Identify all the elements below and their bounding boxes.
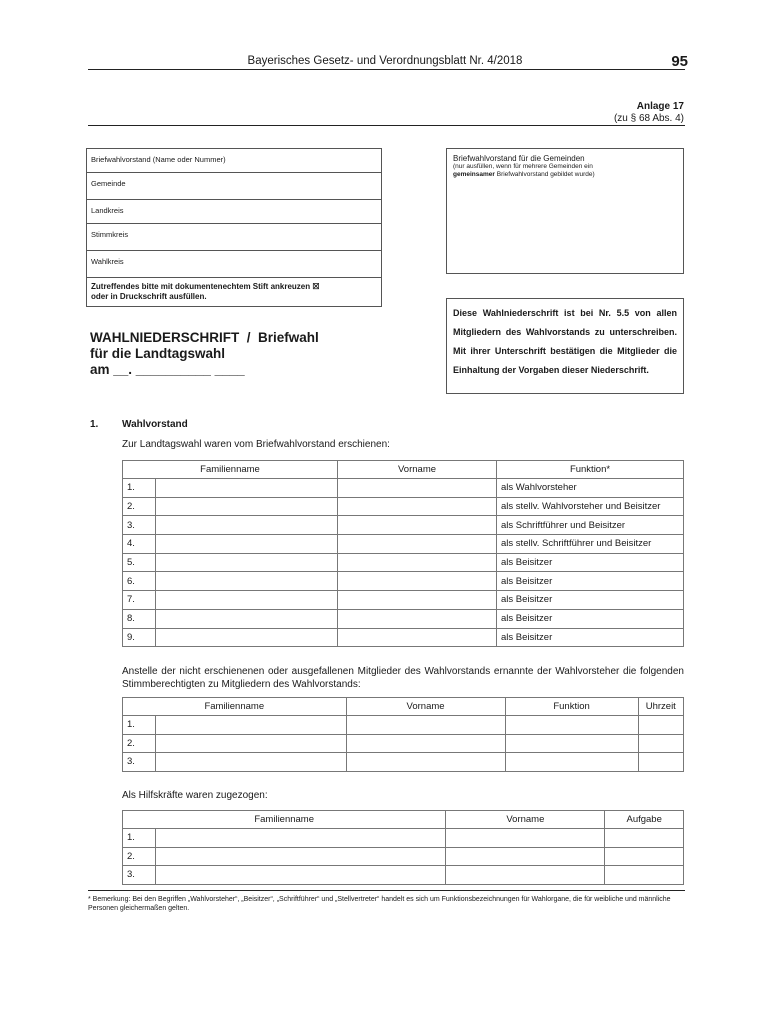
col-aufgabe: Aufgabe	[605, 811, 684, 829]
familienname-cell[interactable]	[156, 753, 347, 772]
document-title	[90, 330, 319, 378]
field-briefwahlvorstand[interactable]: Briefwahlvorstand (Name oder Nummer)	[87, 149, 381, 173]
section-rule	[88, 125, 685, 126]
vorname-cell[interactable]	[346, 734, 505, 753]
funktion-cell[interactable]	[505, 716, 638, 735]
row-number: 2.	[123, 734, 156, 753]
fill-instruction	[87, 278, 381, 306]
vorname-cell[interactable]	[338, 479, 497, 498]
signature-notice: Diese Wahlniederschrift ist bei Nr. 5.5 von allen Mitgliedern des Wahlvorstands zu unterschreiben. Mit ihrer Unterschrift bestätigen die Mitglieder die Einhaltung der Vorgaben dieser Niederschrift.	[446, 298, 684, 394]
familienname-cell[interactable]	[156, 497, 338, 516]
field-wahlkreis[interactable]: Wahlkreis	[87, 251, 381, 278]
table-header-row	[123, 698, 684, 716]
helpers-intro: Als Hilfskräfte waren zugezogen:	[122, 790, 268, 801]
election-info-box	[86, 148, 382, 307]
col-funktion: Funktion	[505, 698, 638, 716]
table-row	[123, 628, 684, 647]
table-header-row	[123, 811, 684, 829]
row-number: 3.	[123, 866, 156, 885]
row-number: 3.	[123, 753, 156, 772]
table-row	[123, 479, 684, 498]
funktion-cell: als Beisitzer	[497, 609, 684, 628]
aufgabe-cell[interactable]	[605, 847, 684, 866]
vorname-cell[interactable]	[338, 628, 497, 647]
board-members-table	[122, 460, 684, 647]
funktion-cell: als Wahlvorsteher	[497, 479, 684, 498]
footnote-rule	[88, 890, 685, 891]
vorname-cell[interactable]	[338, 572, 497, 591]
table-header-row	[123, 461, 684, 479]
joint-municipalities-box[interactable]	[446, 148, 684, 274]
replacement-members-table	[122, 697, 684, 772]
vorname-cell[interactable]	[338, 535, 497, 554]
vorname-cell[interactable]	[446, 847, 605, 866]
vorname-cell[interactable]	[338, 609, 497, 628]
row-number: 9.	[123, 628, 156, 647]
aufgabe-cell[interactable]	[605, 829, 684, 848]
field-gemeinde[interactable]: Gemeinde	[87, 173, 381, 200]
col-familienname: Familienname	[123, 698, 347, 716]
vorname-cell[interactable]	[346, 716, 505, 735]
joint-box-note-2	[453, 171, 677, 179]
familienname-cell[interactable]	[156, 866, 446, 885]
joint-box-note-1: (nur ausfüllen, wenn für mehrere Gemeinden ein	[453, 163, 593, 170]
col-familienname: Familienname	[123, 461, 338, 479]
familienname-cell[interactable]	[156, 609, 338, 628]
row-number: 5.	[123, 553, 156, 572]
section-number: 1.	[90, 419, 99, 430]
table-row	[123, 829, 684, 848]
page-number: 95	[671, 53, 688, 70]
table-row	[123, 516, 684, 535]
col-familienname: Familienname	[123, 811, 446, 829]
familienname-cell[interactable]	[156, 847, 446, 866]
row-number: 3.	[123, 516, 156, 535]
header-title: Bayerisches Gesetz- und Verordnungsblatt Nr. 4/2018	[247, 55, 523, 67]
familienname-cell[interactable]	[156, 572, 338, 591]
row-number: 1.	[123, 479, 156, 498]
table-row	[123, 535, 684, 554]
table-row	[123, 553, 684, 572]
joint-box-note-bold: gemeinsamer	[453, 171, 495, 178]
funktion-cell: als Beisitzer	[497, 628, 684, 647]
table-row	[123, 734, 684, 753]
title-line-2: für die Landtagswahl	[90, 346, 226, 361]
familienname-cell[interactable]	[156, 535, 338, 554]
field-landkreis[interactable]: Landkreis	[87, 200, 381, 224]
funktion-cell: als stellv. Schriftführer und Beisitzer	[497, 535, 684, 554]
familienname-cell[interactable]	[156, 591, 338, 610]
uhrzeit-cell[interactable]	[638, 753, 683, 772]
instruction-line-1: Zutreffendes bitte mit dokumentenechtem Stift ankreuzen ☒	[91, 282, 320, 291]
table-row	[123, 609, 684, 628]
table-row	[123, 591, 684, 610]
table-row	[123, 753, 684, 772]
title-line-1: WAHLNIEDERSCHRIFT / Briefwahl	[90, 330, 319, 345]
funktion-cell: als Beisitzer	[497, 572, 684, 591]
section-intro: Zur Landtagswahl waren vom Briefwahlvorstand erschienen:	[122, 439, 390, 450]
funktion-cell: als Beisitzer	[497, 591, 684, 610]
anlage-reference: (zu § 68 Abs. 4)	[613, 113, 684, 124]
col-uhrzeit: Uhrzeit	[638, 698, 683, 716]
section-title: Wahlvorstand	[122, 419, 188, 430]
table-row	[123, 866, 684, 885]
funktion-cell[interactable]	[505, 734, 638, 753]
vorname-cell[interactable]	[346, 753, 505, 772]
row-number: 1.	[123, 716, 156, 735]
vorname-cell[interactable]	[446, 866, 605, 885]
funktion-cell: als Schriftführer und Beisitzer	[497, 516, 684, 535]
aufgabe-cell[interactable]	[605, 866, 684, 885]
table-row	[123, 572, 684, 591]
col-vorname: Vorname	[446, 811, 605, 829]
instruction-line-2: oder in Druckschrift ausfüllen.	[91, 292, 207, 301]
replacement-paragraph: Anstelle der nicht erschienenen oder ausgefallenen Mitglieder des Wahlvorstands ernannte der Wahlvorsteher die folgenden Stimmberechtigten zu Mitgliedern des Wahlvorstands:	[122, 666, 684, 690]
col-vorname: Vorname	[346, 698, 505, 716]
row-number: 2.	[123, 847, 156, 866]
familienname-cell[interactable]	[156, 479, 338, 498]
col-vorname: Vorname	[338, 461, 497, 479]
col-funktion: Funktion*	[497, 461, 684, 479]
familienname-cell[interactable]	[156, 716, 347, 735]
funktion-cell: als stellv. Wahlvorsteher und Beisitzer	[497, 497, 684, 516]
vorname-cell[interactable]	[338, 497, 497, 516]
familienname-cell[interactable]	[156, 516, 338, 535]
header-rule	[88, 69, 685, 70]
row-number: 2.	[123, 497, 156, 516]
row-number: 6.	[123, 572, 156, 591]
helpers-table	[122, 810, 684, 885]
funktion-cell: als Beisitzer	[497, 553, 684, 572]
anlage-label: Anlage 17	[636, 101, 684, 112]
uhrzeit-cell[interactable]	[638, 716, 683, 735]
table-row	[123, 716, 684, 735]
row-number: 7.	[123, 591, 156, 610]
familienname-cell[interactable]	[156, 829, 446, 848]
joint-box-title: Briefwahlvorstand für die Gemeinden	[453, 154, 585, 163]
uhrzeit-cell[interactable]	[638, 734, 683, 753]
vorname-cell[interactable]	[338, 553, 497, 572]
vorname-cell[interactable]	[338, 591, 497, 610]
field-stimmkreis[interactable]: Stimmkreis	[87, 224, 381, 251]
joint-box-note-rest: Briefwahlvorstand gebildet wurde)	[494, 171, 595, 178]
vorname-cell[interactable]	[446, 829, 605, 848]
title-line-3[interactable]: am __. __________ ____	[90, 362, 245, 377]
row-number: 8.	[123, 609, 156, 628]
table-row	[123, 847, 684, 866]
vorname-cell[interactable]	[338, 516, 497, 535]
familienname-cell[interactable]	[156, 734, 347, 753]
row-number: 4.	[123, 535, 156, 554]
row-number: 1.	[123, 829, 156, 848]
familienname-cell[interactable]	[156, 628, 338, 647]
funktion-cell[interactable]	[505, 753, 638, 772]
footnote: * Bemerkung: Bei den Begriffen „Wahlvorsteher“, „Beisitzer“, „Schriftführer“ und „Stellvertreter“ handelt es sich um Funktionsbezeichnungen für Wahlorgane, die für weibliche und männliche Personen gleichermaßen gelten.	[88, 896, 671, 912]
familienname-cell[interactable]	[156, 553, 338, 572]
table-row	[123, 497, 684, 516]
